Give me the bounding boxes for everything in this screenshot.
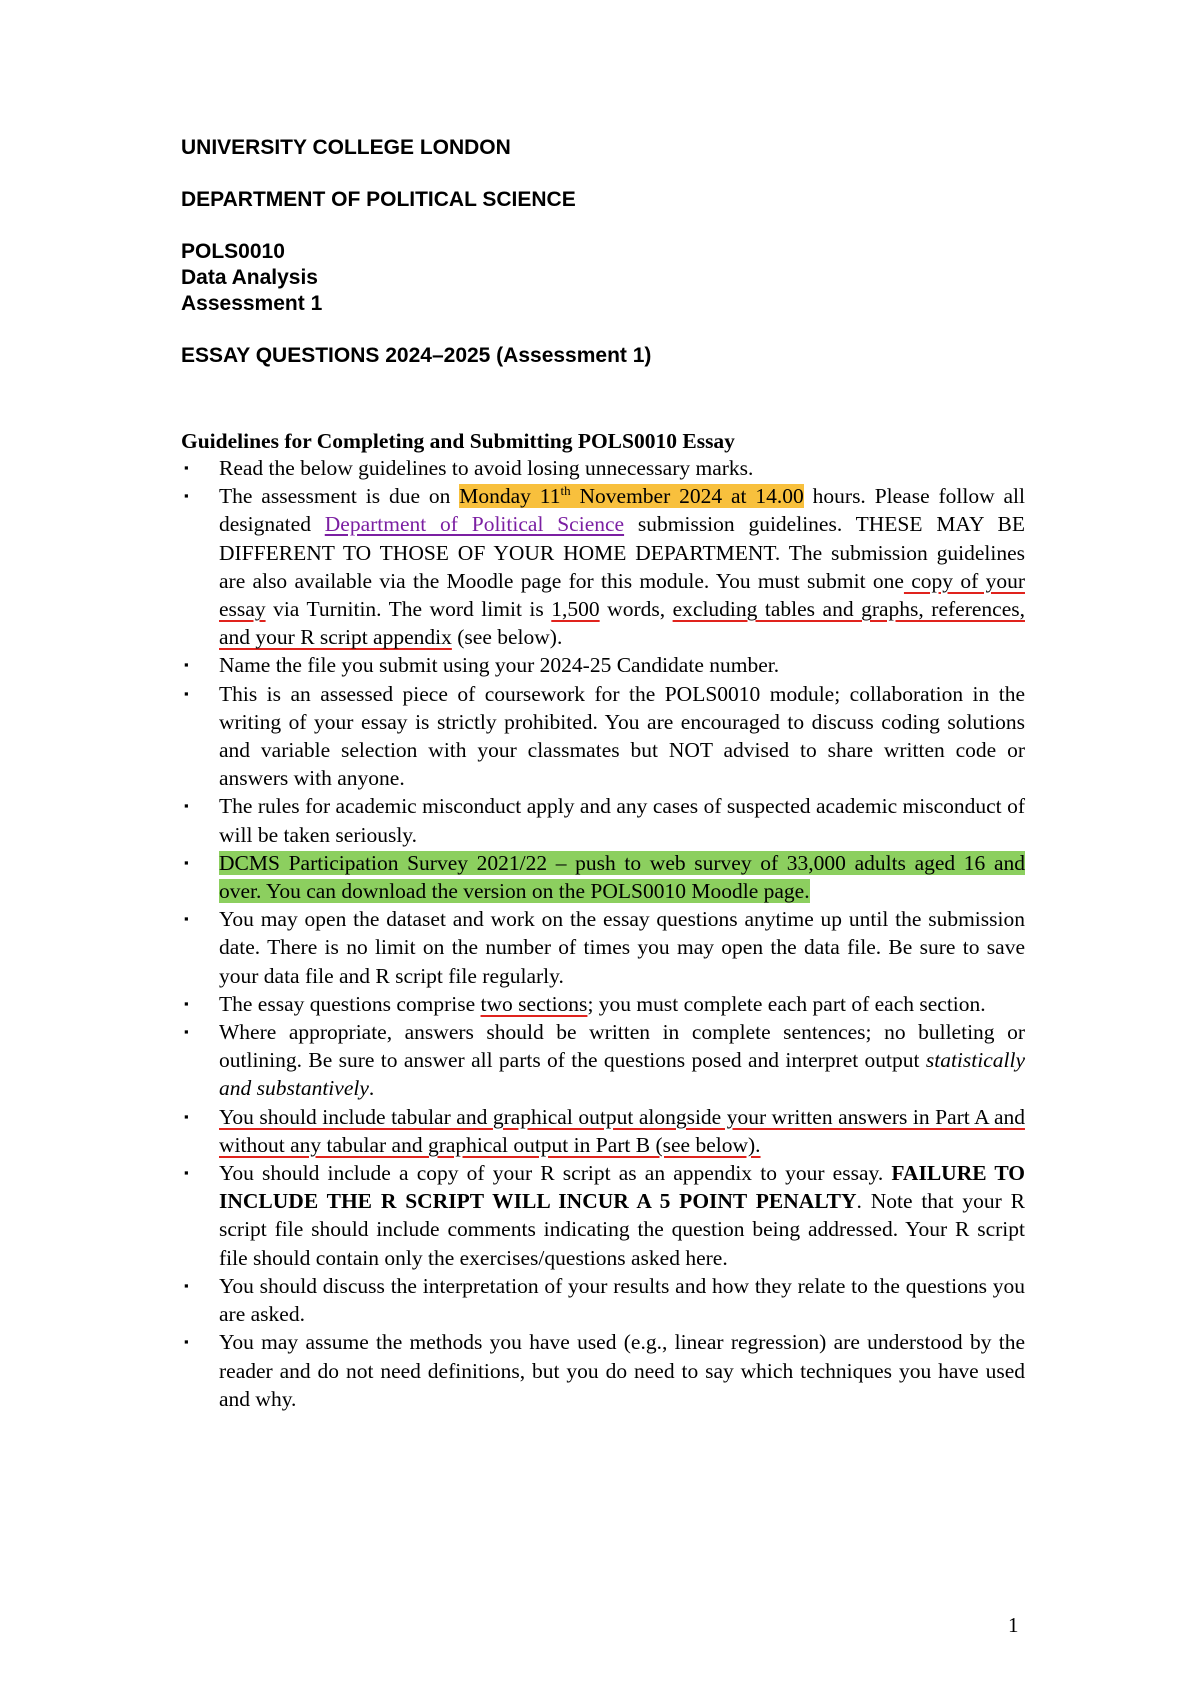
bullet-square-icon: ▪ xyxy=(184,854,189,870)
due-date-highlight: Monday 11th November 2024 at 14.00 xyxy=(459,483,804,509)
bullet-square-icon: ▪ xyxy=(184,460,189,475)
penalty-warning: FAILURE TO INCLUDE THE R SCRIPT WILL INCUR A 5 POINT PENALTY xyxy=(219,1161,1026,1214)
bullet-square-icon: ▪ xyxy=(184,1334,189,1350)
bullet-square-icon: ▪ xyxy=(184,685,189,701)
output-requirement-underline: You should include tabular and graphical output alongside your written answers in Part A and without any tabular and graphical output in Part B (see below). xyxy=(219,1104,1025,1157)
department-guidelines-link[interactable]: Department of Political Science xyxy=(324,512,625,537)
list-item xyxy=(181,1103,1025,1159)
bullet-square-icon: ▪ xyxy=(184,488,189,504)
list-item: ▪ Where appropriate, answers should be written in complete sentences; no bulleting or outlining. Be sure to answer all parts of the questions posed and interpret output statistically and substantively. xyxy=(184,1020,1025,1101)
bullet-square-icon: ▪ xyxy=(184,911,189,927)
list-item: ▪ This is an assessed piece of coursework for the POLS0010 module; collaboration in the writing of your essay is strictly prohibited. You are encouraged to discuss coding solutions and variable selection with your classmates but NOT advised to share written code or answers with anyone. xyxy=(184,681,1025,791)
bullet-square-icon: ▪ xyxy=(184,1165,189,1181)
bullet-square-icon: ▪ xyxy=(184,657,189,673)
list-item: ▪ You may assume the methods you have used (e.g., linear regression) are understood by the reader and do not need definitions, but you do need to say which techniques you have used and why. xyxy=(184,1330,1025,1411)
list-item: ▪ You should discuss the interpretation of your results and how they relate to the questions you are asked. xyxy=(184,1273,1025,1327)
list-item: ▪ The essay questions comprise two sections; you must complete each part of each section. xyxy=(181,990,1025,1018)
survey-highlight: DCMS Participation Survey 2021/22 – push to web survey of 33,000 adults aged 16 and over. You can download the version on the POLS0010 Moodle page. xyxy=(219,850,1025,904)
essay-questions-heading: ESSAY QUESTIONS 2024–2025 (Assessment 1) xyxy=(181,344,652,367)
list-item: ▪ Read the below guidelines to avoid losing unnecessary marks. xyxy=(181,454,1025,482)
page-number: 1 xyxy=(1008,1613,1019,1637)
bullet-square-icon: ▪ xyxy=(184,1108,189,1124)
bullet-square-icon: ▪ xyxy=(184,798,189,814)
bullet-square-icon: ▪ xyxy=(184,1277,189,1293)
red-underline-text: copy of your essay xyxy=(219,568,1025,622)
list-item: ▪ The rules for academic misconduct apply and any cases of suspected academic misconduct of will be taken seriously. xyxy=(184,794,1025,847)
italic-emphasis: statistically and substantively xyxy=(219,1048,1025,1101)
list-item: ▪ The assessment is due on Monday 11th November 2024 at 14.00 hours. Please follow all designated Department of Political Science submission guidelines. THESE MAY BE DIFFERENT TO THOSE OF YOUR HOME DEPARTMENT. The submission guidelines are also available via the Moodle page for this module. You must submit one copy of your essay via Turnitin. The word limit is 1,500 words, excluding tables and graphs, references, and your R script appendix (see below). xyxy=(184,483,1025,650)
department-name: DEPARTMENT OF POLITICAL SCIENCE xyxy=(181,188,576,211)
two-sections-underline: two sections xyxy=(480,991,588,1016)
bullet-square-icon: ▪ xyxy=(184,1024,189,1040)
bullet-square-icon: ▪ xyxy=(184,995,189,1011)
list-item: ▪ You may open the dataset and work on the essay questions anytime up until the submission date. There is no limit on the number of times you may open the data file. Be sure to save your data file and R script file regularly. xyxy=(184,907,1025,988)
word-limit-underline: 1,500 xyxy=(551,597,600,622)
guidelines-list xyxy=(181,454,1025,1413)
module-code: POLS0010 xyxy=(181,240,285,263)
list-item: ▪ You should include a copy of your R script as an appendix to your essay. FAILURE TO INCLUDE THE R SCRIPT WILL INCUR A 5 POINT PENALTY. Note that your R script file should include comments indicating the question being addressed. Your R script file should contain only the exercises/questions asked here. xyxy=(184,1161,1026,1270)
module-name: Data Analysis xyxy=(181,266,318,289)
university-name: UNIVERSITY COLLEGE LONDON xyxy=(181,136,511,159)
exclusions-underline: excluding tables and graphs, references, and your R script appendix xyxy=(219,597,1025,650)
assessment-label: Assessment 1 xyxy=(181,292,323,315)
list-item xyxy=(181,849,1025,905)
guidelines-title: Guidelines for Completing and Submitting POLS0010 Essay xyxy=(181,429,735,453)
list-item: ▪ Name the file you submit using your 2024-25 Candidate number. xyxy=(181,651,1025,679)
